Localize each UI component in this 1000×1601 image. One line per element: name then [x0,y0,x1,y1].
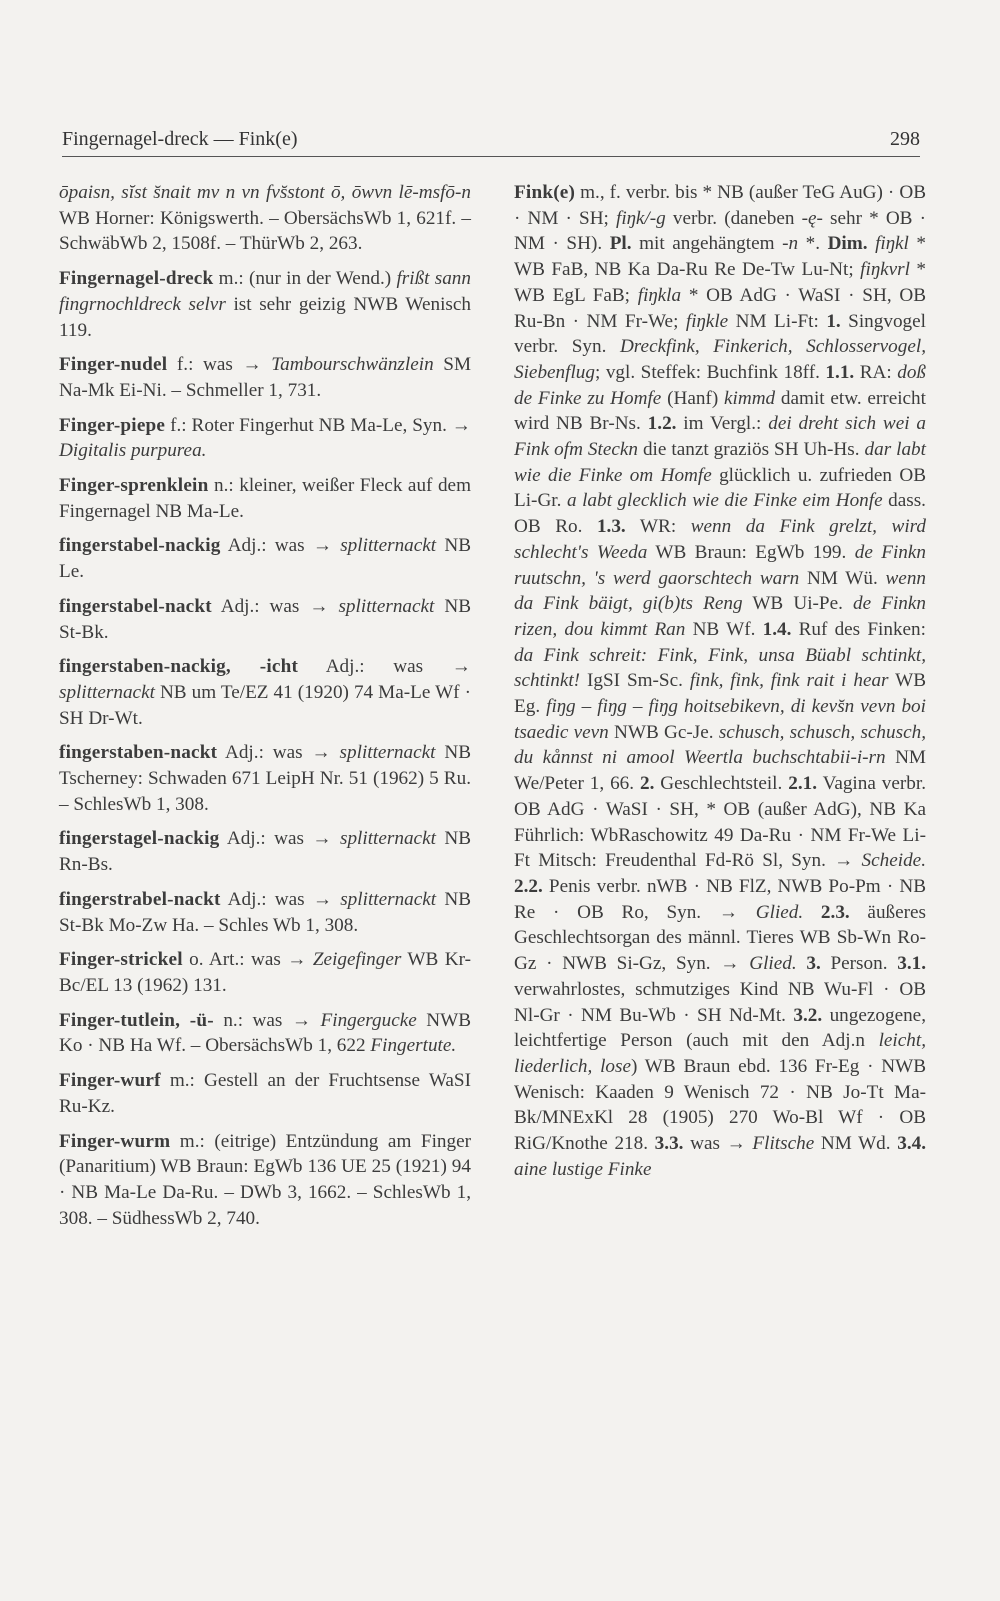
entry-text: Glied. [749,953,797,975]
entry-text: splitternackt [340,828,436,850]
dictionary-entry [59,473,471,524]
entry-text: dass. OB Ro. [514,490,926,538]
entry-text: doß de Finke zu Homfe [514,361,926,409]
entry-text: im Vergl.: [676,413,769,435]
entry-text: 1.2. [647,413,677,435]
entry-text: verwahrlostes, schmutziges Kind NB Wu-Fl · OB Nl-Gr · NM Bu-Wb · SH Nd-Mt. [514,978,926,1026]
entry-lemma: Finger-strickel [59,949,183,971]
entry-text: -n [782,233,799,255]
entry-text: 3.4. [897,1133,926,1155]
dictionary-entry [59,740,471,817]
entry-text: m.: (eitrige) Entzündung am Finger (Panaritium) WB Braun: EgWb 136 UE 25 (1921) 94 · NB Ma-Le Da-Ru. – DWb 3, 1662. – SchlesWb 1, 308. – SüdhessWb 2, 740. [59,1130,471,1229]
page-number: 298 [890,128,920,150]
dictionary-entry [59,887,471,938]
dictionary-entry [59,352,471,403]
entry-text: 2.2. [514,875,543,897]
entry-text: die tanzt graziös SH Uh-Hs. [637,439,865,461]
entry-text: splitternackt [339,742,436,764]
entry-text: NB Tscherney: Schwaden 671 LeipH Nr. 51 (1962) 5 Ru. – SchlesWb 1, 308. [59,742,471,815]
running-header [62,120,920,157]
entry-text: 1.3. [596,516,626,538]
entry-text: 1. [826,310,841,332]
entry-text: fiŋg – fiŋg – fiŋg hoitsebikevn, di kevs̆n vevn boi tsaedic vevn [514,696,926,743]
entry-text: n.: kleiner, weißer Fleck auf dem Fingernagel NB Ma-Le. [59,475,471,522]
entry-lemma: fingerstabel-nackt [59,595,212,617]
entry-text: ungezogene, leichtfertige Person (auch mit den Adj.n [514,1004,926,1052]
entry-text [868,233,876,254]
entry-lemma: fingerstabel-nackig [59,535,221,557]
dictionary-entry [59,1068,471,1119]
entry-text: NWB Gc-Je. [608,721,719,743]
entry-text: fiŋk/-g [616,207,666,229]
entry-text: Digitalis purpurea. [59,440,207,462]
entry-text: WB Ui-Pe. [742,593,854,615]
entry-lemma: fingerstaben-nackt [59,742,218,764]
entry-lemma: fingerstagel-nackig [59,828,220,850]
dictionary-entry [59,180,471,257]
entry-text: WB Horner: Königswerth. – ObersächsWb 1, 621f. – SchwäbWb 2, 1508f. – ThürWb 2, 263. [59,207,471,255]
entry-lemma: fingerstrabel-nackt [59,888,221,910]
entry-text: wenn da Fink bäigt, gi(b)ts Reng [514,567,927,615]
entry-text: * WB FaB, NB Ka Da-Ru Re De-Tw Lu-Nt; [514,233,927,281]
header-title: Fingernagel-dreck — Fink(e) [62,128,298,150]
left-column [59,180,471,1240]
entry-text: fiŋkla [637,284,682,306]
entry-lemma: Finger-tutlein, -ü- [59,1009,214,1031]
entry-text: * WB EgL FaB; [514,259,926,306]
entry-text: Geschlechtsteil. [654,773,789,795]
entry-text: f.: was → [167,354,272,376]
dictionary-entry [59,1129,471,1232]
entry-text: NB um Te/EZ 41 (1920) 74 Ma-Le Wf · SH Dr-Wt. [59,681,471,729]
entry-lemma: Finger-wurm [59,1130,171,1152]
entry-text: fiŋkle [685,310,729,332]
entry-text: ę [808,207,817,229]
entry-text: Penis verbr. nWB · NB FlZ, NWB Po-Pm · NB Re · OB Ro, Syn. → [514,875,926,923]
entry-text: damit etw. erreicht wird NB Br-Ns. [514,387,926,435]
entry-text: splitternackt [59,681,155,703]
entry-text: Adj.: was → [298,656,471,678]
entry-text: 3.1. [897,953,927,975]
entry-text: WB Eg. [514,670,927,718]
entry-text: NB Wf. [685,618,763,640]
entry-text: da Fink schreit: Fink, Fink, unsa Büabl schtinkt, schtinkt! [514,644,926,692]
dictionary-entry [59,594,471,645]
dictionary-entry [59,413,471,464]
dictionary-entry [59,826,471,877]
entry-text: splitternackt [338,595,435,617]
entry-text [803,902,821,923]
entry-text: de Finkn rizen, dou kimmt Ran [514,593,927,640]
entry-text: Ruf des Finken: [791,618,926,640]
entry-text: Adj.: was → [211,595,339,617]
entry-text: NM We/Peter 1, 66. [514,747,926,795]
entry-lemma: Finger-nudel [59,354,168,376]
entry-text: äußeres Geschlechtsorgan des männl. Tieres WB Sb-Wn Ro-Gz · NWB Si-Gz, Syn. → [514,901,927,975]
entry-text: leicht, liederlich, lose [514,1030,926,1077]
entry-text: f.: Roter Fingerhut NB Ma-Le, Syn. → [165,414,471,436]
entry-text: NB St-Bk. [59,595,471,643]
entry-text: was → [683,1133,753,1155]
dictionary-entry [59,266,471,343]
entry-text: splitternackt [340,888,437,910]
entry-text: o. Art.: was → [182,949,313,971]
entry-text: Tambourschwänzlein [271,354,434,376]
entry-text: Dreckfink, Finkerich, Schlosservogel, Siebenflug [514,336,926,383]
entry-text: 1.1. [825,361,855,383]
entry-text: Pl. [609,233,632,255]
entry-text: a labt glecklich wie die Finke eim Honfe [566,490,883,512]
entry-text: Flitsche [752,1133,815,1155]
entry-text: *. [798,233,828,255]
entry-lemma: Finger-sprenklein [59,475,209,497]
entry-text: verbr. (daneben - [665,207,809,229]
entry-text: Adj.: was → [220,535,341,557]
entry-text: 3.2. [793,1004,823,1026]
entry-text: - sehr * OB · NM · SH). [514,207,926,255]
entry-lemma: Finger-wurf [59,1070,161,1092]
entry-text: dar labt wie die Finke om Homfe [514,439,926,486]
right-column [514,180,926,1191]
entry-text: m., f. verbr. bis * NB (außer TeG AuG) · OB · NM · SH; [514,182,926,229]
dictionary-entry [59,533,471,584]
entry-text: Fingergucke [320,1009,417,1031]
entry-text: Adj.: was → [220,888,341,910]
dictionary-entry [59,1008,471,1059]
entry-text: NM Wü. [799,567,886,589]
entry-text: dei dreht sich wei a Fink ofm Steckn [514,413,926,461]
entry-text: 2.3. [820,901,850,923]
entry-text: Zeigefinger [312,949,402,971]
entry-text: Adj.: was → [219,828,340,850]
entry-text: Singvogel verbr. Syn. [514,310,926,358]
entry-text [797,953,807,974]
entry-text: Dim. [827,233,868,255]
entry-text: NWB Ko · NB Ha Wf. – ObersächsWb 1, 622 [59,1009,472,1057]
entry-text: * OB AdG · WaSI · SH, OB Ru-Bn · NM Fr-We; [514,284,927,332]
dictionary-entry [514,180,926,1182]
entry-text: NM Wd. [814,1133,898,1155]
entry-text: fiŋkvrl [860,259,910,281]
entry-text: Fingertute. [370,1035,457,1057]
entry-text: schusch, schusch, schusch, du kånnst ni amool Weertla buchschtabii-i-rn [514,721,926,769]
entry-text: ; vgl. Steffek: Buchfink 18ff. [595,361,826,383]
entry-text: 2. [639,773,655,795]
entry-text: NB Le. [59,535,471,583]
entry-text: splitternackt [340,535,437,557]
dictionary-entry [59,654,471,731]
entry-text: wenn da Fink grelzt, wird schlecht's Weeda [514,516,926,563]
entry-text: fiŋkl [875,233,909,255]
entry-lemma: Finger-piepe [59,414,166,436]
dictionary-entry [59,947,471,998]
entry-text: WB Kr-Bc/EL 13 (1962) 131. [59,949,471,996]
entry-text: 3.3. [654,1133,684,1155]
entry-text: m.: (nur in der Wend.) [213,268,397,290]
entry-text: Vagina verbr. OB AdG · WaSI · SH, * OB (außer AdG), NB Ka Führlich: WbRaschowitz 49 Da-Ru · NM Fr-We Li-Ft Mitsch: Freudenthal Fd-Rö Sl, Syn. → [514,773,927,872]
entry-text: 1.4. [762,618,792,640]
entry-text: mit angehängtem [631,233,783,255]
entry-text: fink, fink, fink rait i hear [689,670,889,692]
entry-text: NM Li-Ft: [728,310,827,332]
entry-text: Person. [820,953,898,975]
entry-text: ōpaisn, sĭst s̆nait mv n vn fvs̆stont ō, ōwvn lē-msfō-n [59,182,471,203]
entry-text: 3. [806,953,821,975]
entry-text: (Hanf) [661,387,724,409]
entry-text: kimmd [723,387,776,409]
entry-text: ist sehr geizig NWB Wenisch 119. [59,293,471,341]
entry-text: Adj.: was → [217,742,340,764]
entry-text: de Finkn ruutschn, 's werd gaorschtech warn [514,541,926,589]
entry-text: WR: [625,516,691,538]
entry-text: 2.1. [788,773,818,795]
entry-text: frißt sann fingrnochldreck selvr [59,268,471,315]
entry-text: NB St-Bk Mo-Zw Ha. – Schles Wb 1, 308. [59,888,471,936]
entry-text: SM Na-Mk Ei-Ni. – Schmeller 1, 731. [59,354,472,401]
entry-text: m.: Gestell an der Fruchtsense WaSI Ru-Kz. [59,1070,471,1117]
entry-text: ) WB Braun ebd. 136 Fr-Eg · NWB Wenisch: Kaaden 9 Wenisch 72 · NB Jo-Tt Ma-Bk/MNExKl 28 (1905) 270 Wo-Bl Wf · OB RiG/Knothe 218. [514,1055,926,1155]
entry-text: aine lustige Finke [514,1158,652,1180]
entry-text: IgSI Sm-Sc. [580,670,690,692]
entry-text: NB Rn-Bs. [59,828,471,876]
entry-lemma: Fingernagel-dreck [59,268,214,290]
entry-text: Glied. [755,901,804,923]
entry-text: n.: was → [213,1009,321,1031]
entry-text: WB Braun: EgWb 199. [647,541,855,563]
entry-text: Scheide. [861,850,926,872]
entry-lemma: Fink(e) [514,182,576,203]
entry-lemma: fingerstaben-nackig, -icht [59,656,299,678]
entry-text: glücklich u. zufrieden OB Li-Gr. [514,464,927,512]
entry-text: RA: [854,361,898,383]
